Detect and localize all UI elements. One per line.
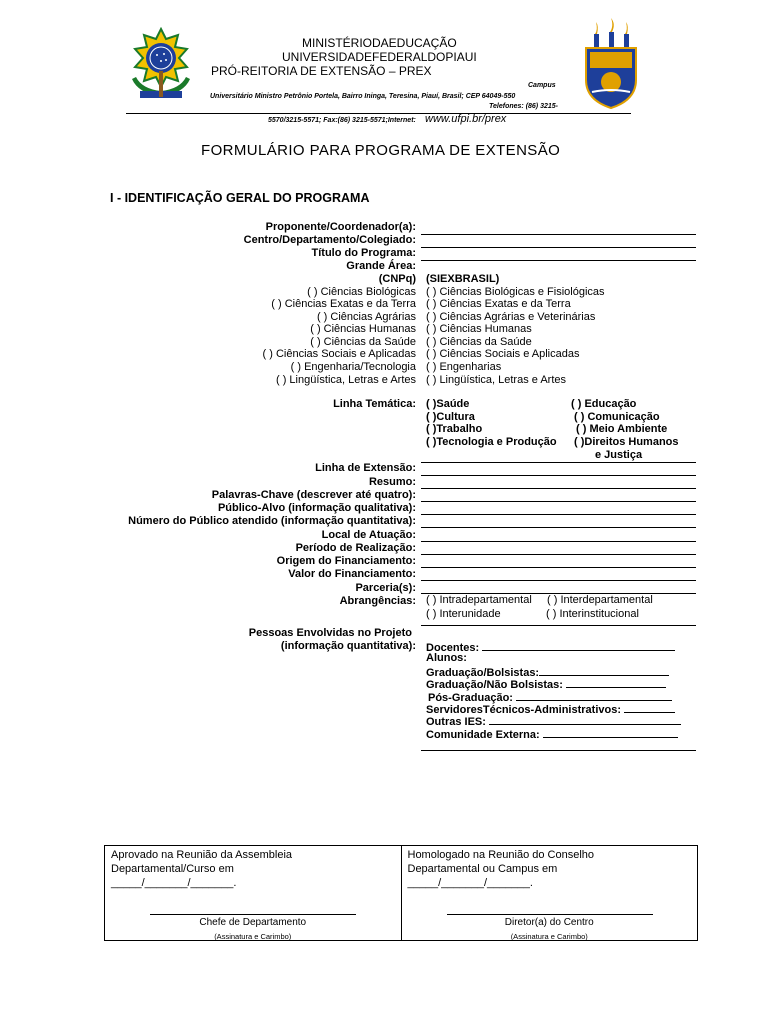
cnpq-option[interactable]: ( ) Ciências da Saúde [310,336,416,348]
cnpq-option[interactable]: ( ) Ciências Sociais e Aplicadas [262,348,416,360]
numero-publico-field[interactable] [421,527,696,528]
periodo-field[interactable] [421,554,696,555]
siex-option[interactable]: ( ) Ciências Exatas e da Terra [426,298,571,310]
form-title: FORMULÁRIO PARA PROGRAMA DE EXTENSÃO [201,142,561,159]
pos-graduacao-label: Pós-Graduação: [428,692,513,704]
numero-publico-label: Número do Público atendido (informação quantitativa): [128,515,416,527]
assembly-approval-cell [105,846,402,941]
parcerias-label: Parceria(s): [355,582,416,594]
theme-option-educacao[interactable]: ( ) Educação [571,398,637,410]
phones-label: Telefones: (86) 3215- [489,103,558,110]
abrangencia-interinstitucional[interactable]: ( ) Interinstitucional [546,608,639,620]
comunidade-externa-item[interactable] [426,727,678,741]
address-line: Universitário Ministro Petrônio Portela, Bairro Ininga, Teresina, Piauí, Brasil; CEP 64049-550 [210,93,516,100]
pos-graduacao-blank[interactable] [516,690,672,701]
siex-option[interactable]: ( ) Ciências Agrárias e Veterinárias [426,311,596,323]
linha-tematica-label: Linha Temática: [333,398,416,410]
local-atuacao-field[interactable] [421,541,696,542]
graduacao-bolsistas-label: Graduação/Bolsistas: [426,667,540,679]
theme-option-direitos-humanos-cont: e Justiça [595,449,643,461]
outras-ies-blank[interactable] [489,714,681,725]
cnpq-option[interactable]: ( ) Lingüística, Letras e Artes [275,374,416,386]
resumo-field[interactable] [421,488,696,489]
linha-extensao-field[interactable] [421,475,696,476]
siex-option[interactable]: ( ) Ciências Humanas [426,323,532,335]
cnpq-option[interactable]: ( ) Ciências Biológicas [307,286,416,298]
approval-table [104,845,698,941]
servidores-blank[interactable] [624,702,675,713]
graduacao-nao-bolsistas-blank[interactable] [566,677,666,688]
siex-option[interactable]: ( ) Engenharias [426,361,502,373]
ministry-name: MINISTÉRIODAEDUCAÇÃO [302,36,457,50]
valor-financiamento-field[interactable] [421,580,696,581]
program-title-label: Título do Programa: [311,247,416,259]
program-title-field[interactable] [421,260,696,261]
diretor-signature-line[interactable] [447,914,653,915]
center-label: Centro/Departamento/Colegiado: [243,234,416,246]
theme-option-meio-ambiente[interactable]: ( ) Meio Ambiente [576,423,668,435]
phones-line: 5570/3215-5571; Fax:(86) 3215-5571;Internet: [268,117,416,124]
graduacao-nao-bolsistas-item[interactable] [426,677,666,691]
brazil-coat-of-arms-icon [126,27,196,105]
diretor-signature-title: Diretor(a) do Centro [504,917,594,928]
docentes-blank[interactable] [482,640,675,651]
prex-name: PRÓ-REITORIA DE EXTENSÃO – PREX [211,64,432,78]
cnpq-option[interactable]: ( ) Ciências Exatas e da Terra [271,298,416,310]
council-approval-cell [401,846,698,941]
abrangencias-field[interactable] [421,625,696,626]
abrangencia-interdepartamental[interactable]: ( ) Interdepartamental [547,594,653,606]
graduacao-nao-bolsistas-label: Graduação/Não Bolsistas: [426,679,563,691]
siex-label: (SIEXBRASIL) [426,273,500,285]
siex-option[interactable]: ( ) Lingüística, Letras e Artes [426,374,567,386]
graduacao-bolsistas-blank[interactable] [539,665,669,676]
origem-financiamento-label: Origem do Financiamento: [276,555,416,567]
proponent-field[interactable] [421,234,696,235]
campus-label: Campus [528,82,556,89]
theme-option-comunicacao[interactable]: ( ) Comunicação [574,411,660,423]
abrangencias-label: Abrangências: [339,595,416,607]
theme-option-cultura[interactable]: ( )Cultura [426,411,475,423]
origem-financiamento-field[interactable] [421,567,696,568]
pessoas-sublabel: (informação quantitativa): [280,640,416,652]
council-approval-date[interactable]: _____/_______/_______. [407,877,533,889]
linha-extensao-label: Linha de Extensão: [315,462,416,474]
chefe-signature-title: Chefe de Departamento [199,917,307,928]
cnpq-option[interactable]: ( ) Ciências Agrárias [316,311,416,323]
comunidade-externa-label: Comunidade Externa: [426,729,540,741]
alunos-item: Alunos: [426,652,467,664]
proponent-label: Proponente/Coordenador(a): [265,221,416,233]
cnpq-option[interactable]: ( ) Ciências Humanas [310,323,416,335]
palavras-chave-label: Palavras-Chave (descrever até quatro): [211,489,416,501]
pessoas-label: Pessoas Envolvidas no Projeto [248,627,412,639]
grande-area-label: Grande Área: [346,260,416,272]
pessoas-end-line [421,750,696,751]
resumo-label: Resumo: [368,476,416,488]
siex-option[interactable]: ( ) Ciências Biológicas e Fisiológicas [426,286,605,298]
servidores-label: ServidoresTécnicos-Administrativos: [426,704,622,716]
theme-option-direitos-humanos[interactable]: ( )Direitos Humanos [574,436,679,448]
siex-option[interactable]: ( ) Ciências da Saúde [426,336,532,348]
periodo-label: Período de Realização: [295,542,416,554]
theme-option-saude[interactable]: ( )Saúde [426,398,470,410]
abrangencia-interunidade[interactable]: ( ) Interunidade [426,608,501,620]
valor-financiamento-label: Valor do Financiamento: [288,568,416,580]
local-atuacao-label: Local de Atuação: [321,529,416,541]
header-divider [126,113,631,114]
siex-option[interactable]: ( ) Ciências Sociais e Aplicadas [426,348,580,360]
linha-tematica-field[interactable] [421,462,696,463]
outras-ies-label: Outras IES: [426,716,486,728]
university-name: UNIVERSIDADEFEDERALDOPIAUI [282,50,477,64]
publico-alvo-label: Público-Alvo (informação qualitativa): [217,502,416,514]
assembly-approval-line2: Departamental/Curso em [111,863,234,875]
palavras-chave-field[interactable] [421,501,696,502]
council-approval-line2: Departamental ou Campus em [407,863,558,875]
theme-option-tecnologia[interactable]: ( )Tecnologia e Produção [426,436,557,448]
chefe-signature-line[interactable] [150,914,356,915]
cnpq-label: (CNPq) [378,273,416,285]
abrangencia-intradepartamental[interactable]: ( ) Intradepartamental [426,594,532,606]
assembly-approval-line1: Aprovado na Reunião da Assembleia [111,849,293,861]
ufpi-crest-icon [582,18,640,110]
website-link[interactable]: www.ufpi.br/prex [425,113,507,125]
cnpq-option[interactable]: ( ) Engenharia/Tecnologia [290,361,416,373]
assembly-approval-date[interactable]: _____/_______/_______. [111,877,237,889]
publico-alvo-field[interactable] [421,514,696,515]
comunidade-externa-blank[interactable] [543,727,678,738]
section-title: I - IDENTIFICAÇÃO GERAL DO PROGRAMA [110,191,370,205]
outras-ies-item[interactable] [426,714,681,728]
diretor-signature-note: (Assinatura e Carimbo) [510,932,588,941]
chefe-signature-note: (Assinatura e Carimbo) [214,932,292,941]
council-approval-line1: Homologado na Reunião do Conselho [407,849,595,861]
theme-option-trabalho[interactable]: ( )Trabalho [426,423,483,435]
center-field[interactable] [421,247,696,248]
docentes-label: Docentes: [426,642,480,654]
